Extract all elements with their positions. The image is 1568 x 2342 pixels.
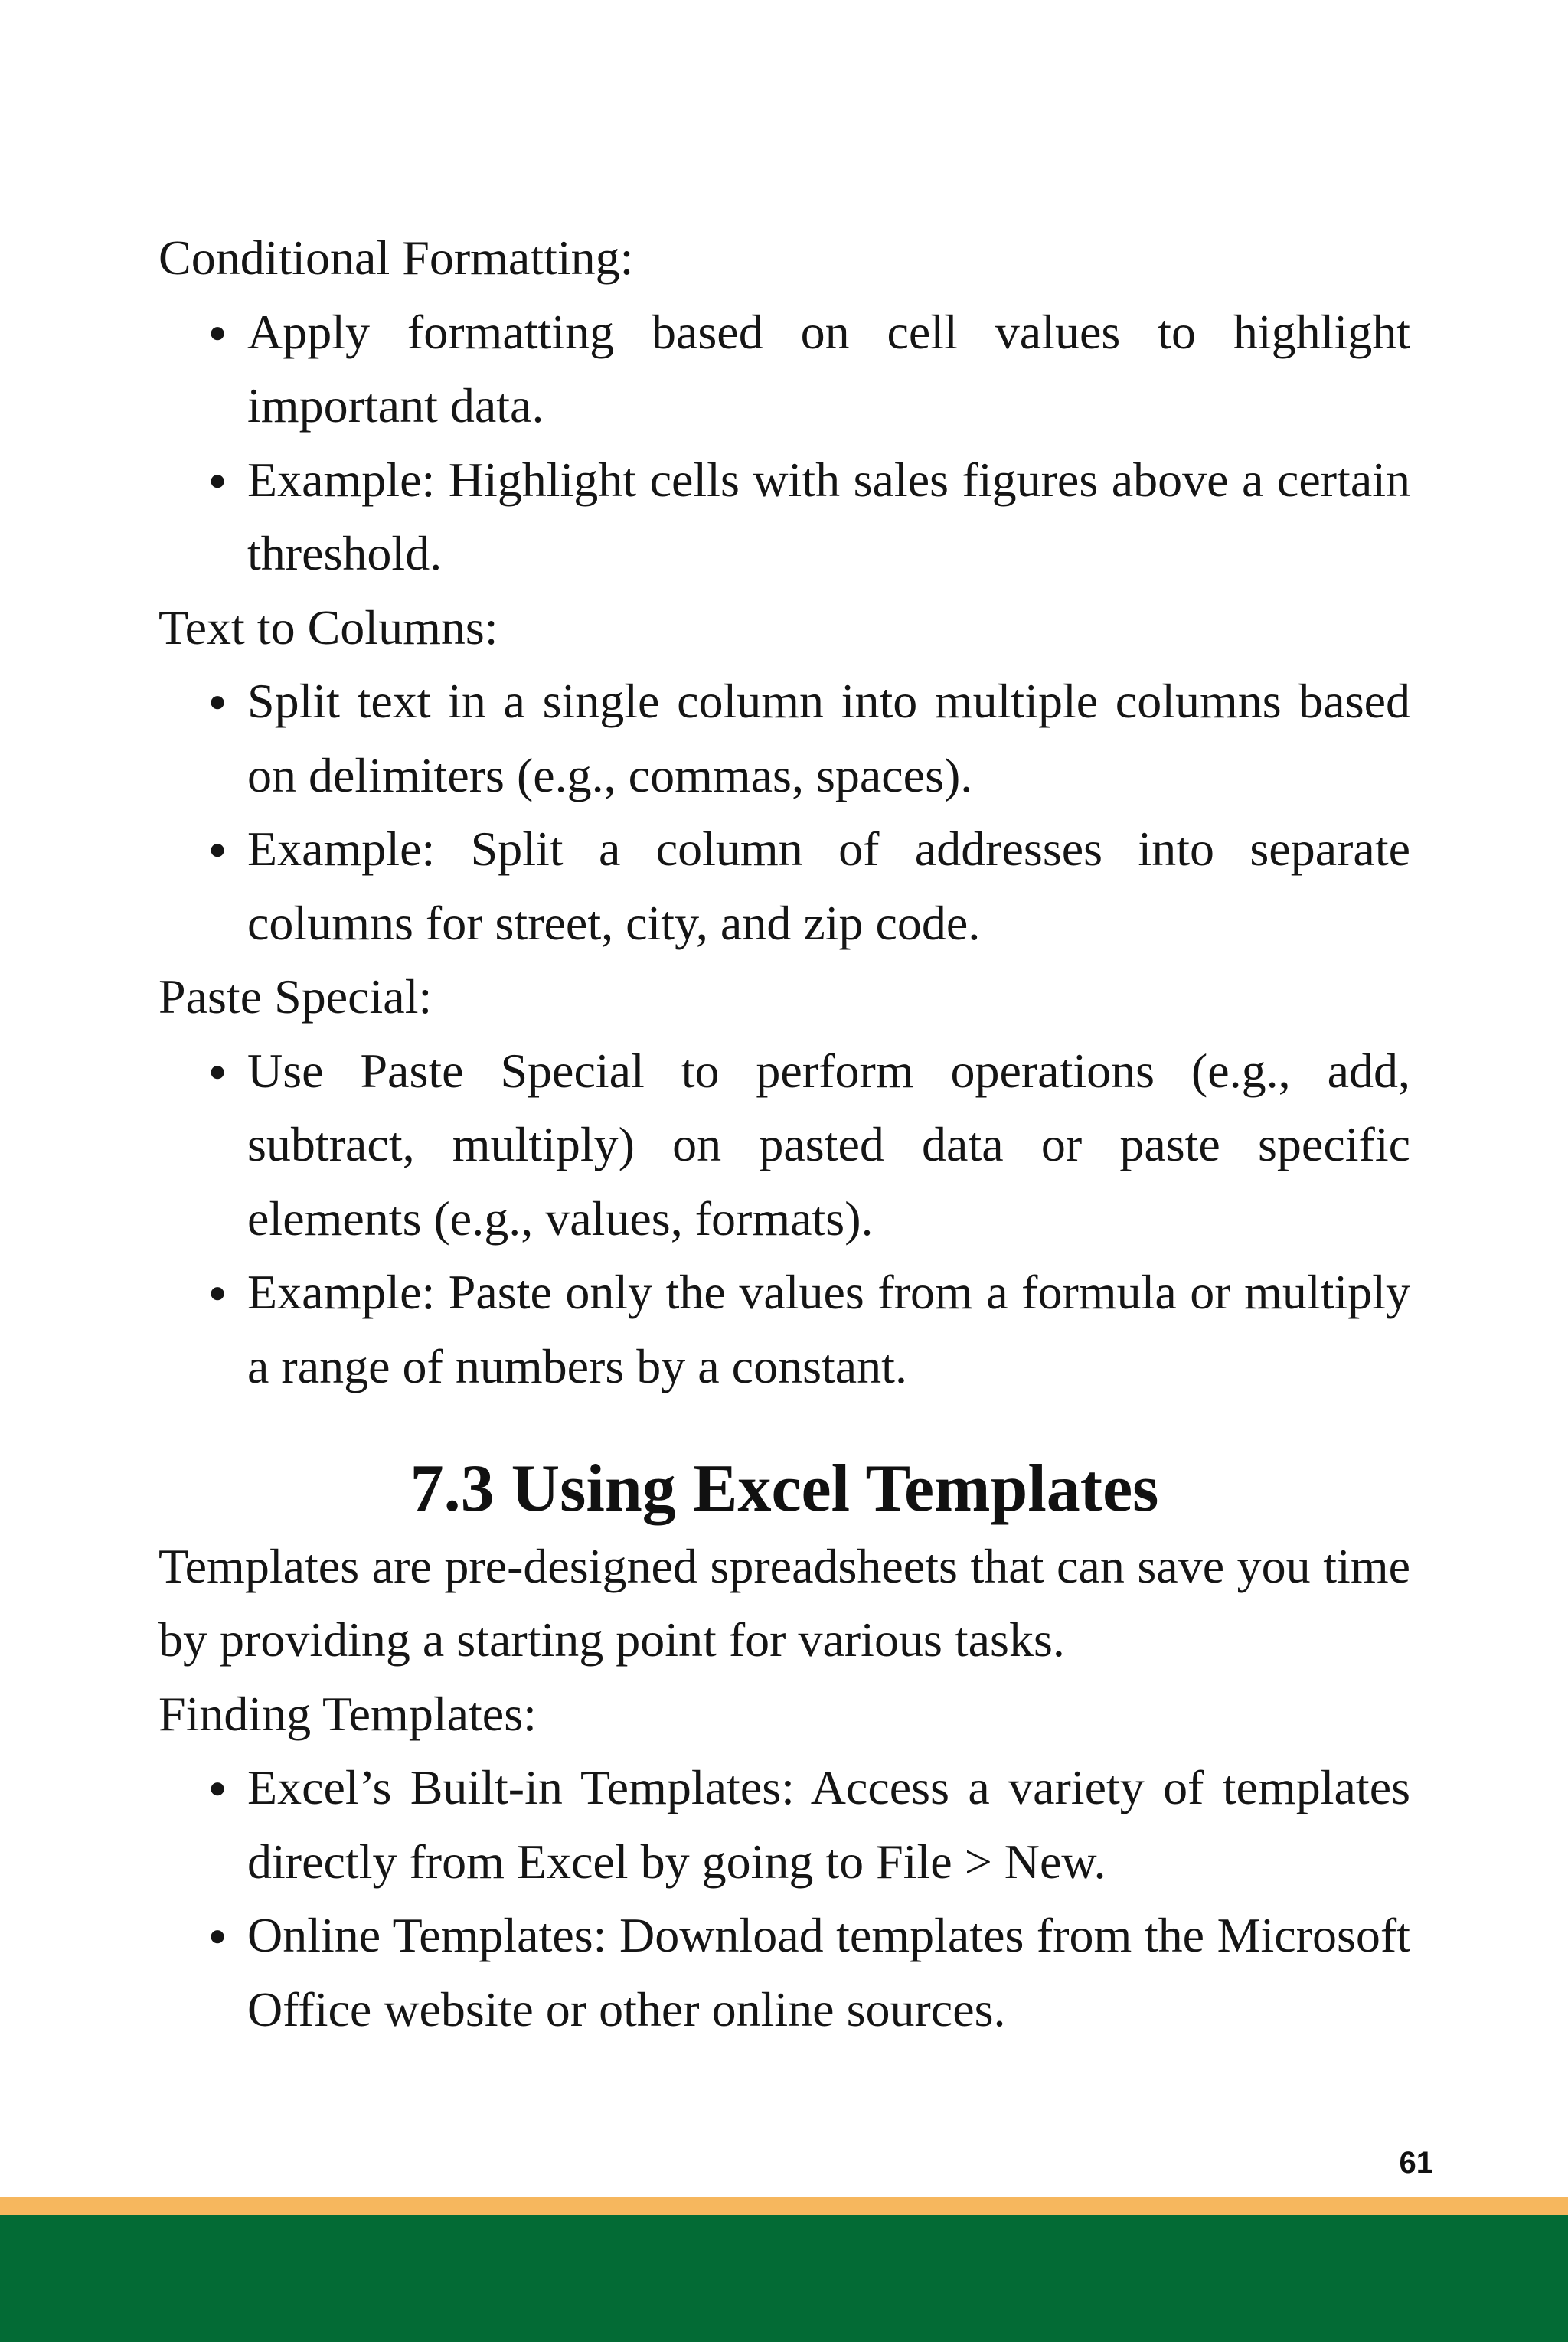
bullet-icon: ●: [208, 684, 227, 718]
bullet-icon: ●: [208, 314, 227, 349]
section-heading-text-to-columns: Text to Columns:: [158, 599, 498, 655]
footer-band: [0, 2215, 1568, 2342]
list-item: [158, 1256, 1410, 1403]
bullet-icon: ●: [208, 1275, 227, 1309]
list-item-text: Example: Split a column of addresses into separate columns for street, city, and zip code.: [247, 821, 1410, 950]
page-content: [158, 221, 1410, 2046]
list-item: [158, 296, 1410, 443]
footer-accent-stripe: [0, 2197, 1568, 2215]
list-item: [158, 1751, 1410, 1899]
list-item: [158, 443, 1410, 591]
bullet-icon: ●: [208, 462, 227, 497]
section-heading-conditional-formatting: Conditional Formatting:: [158, 230, 634, 285]
bullet-icon: ●: [208, 1918, 227, 1952]
list-item: [158, 1034, 1410, 1256]
bullet-icon: ●: [208, 831, 227, 866]
list-item-text: Online Templates: Download templates from the Microsoft Office website or other online sources.: [247, 1908, 1410, 2037]
list-item: [158, 1899, 1410, 2046]
bullet-icon: ●: [208, 1053, 227, 1088]
chapter-heading: 7.3 Using Excel Templates: [410, 1452, 1159, 1526]
list-item-text: Excel’s Built-in Templates: Access a variety of templates directly from Excel by going to File > New.: [247, 1760, 1410, 1889]
section-heading-finding-templates: Finding Templates:: [158, 1686, 537, 1741]
list-item-text: Example: Paste only the values from a formula or multiply a range of numbers by a constant.: [247, 1265, 1410, 1393]
paste-special-list: [158, 1034, 1410, 1404]
page-number: 61: [1399, 2146, 1433, 2180]
list-item-text: Example: Highlight cells with sales figures above a certain threshold.: [247, 452, 1410, 580]
finding-templates-list: [158, 1751, 1410, 2046]
list-item-text: Use Paste Special to perform operations (e.g., add, subtract, multiply) on pasted data or paste specific elements (e.g., values, formats).: [247, 1043, 1410, 1246]
chapter-intro-paragraph: Templates are pre-designed spreadsheets that can save you time by providing a starting point for various tasks.: [158, 1538, 1410, 1667]
list-item-text: Split text in a single column into multiple columns based on delimiters (e.g., commas, spaces).: [247, 674, 1410, 802]
section-heading-paste-special: Paste Special:: [158, 969, 433, 1024]
bullet-icon: ●: [208, 1770, 227, 1805]
text-to-columns-list: [158, 665, 1410, 960]
list-item: [158, 812, 1410, 960]
conditional-formatting-list: [158, 296, 1410, 591]
list-item: [158, 665, 1410, 812]
list-item-text: Apply formatting based on cell values to highlight important data.: [247, 304, 1410, 433]
